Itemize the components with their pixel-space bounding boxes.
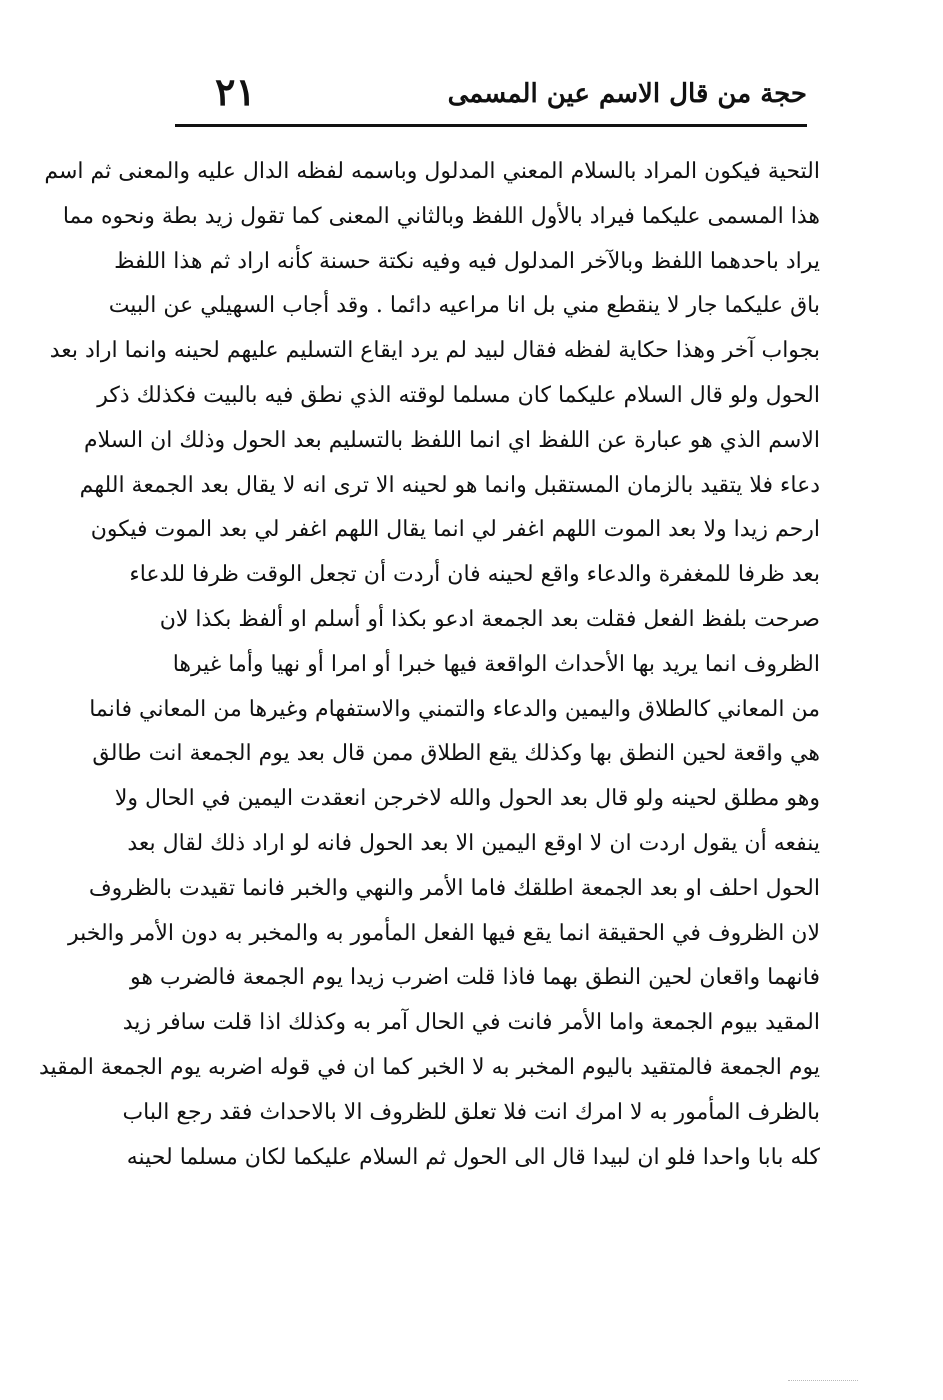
text-line: من المعاني كالطلاق واليمين والدعاء والتمني والاستفهام وغيرها من المعاني فانما xyxy=(89,696,820,722)
running-title: حجة من قال الاسم عين المسمى xyxy=(447,79,807,109)
text-line: يراد باحدهما اللفظ وبالآخر المدلول فيه وفيه نكتة حسنة كأنه اراد ثم هذا اللفظ xyxy=(114,248,820,274)
header-rule xyxy=(175,124,807,127)
text-line: بعد ظرفا للمغفرة والدعاء واقع لحينه فان أردت أن تجعل الوقت ظرفا للدعاء xyxy=(129,562,820,588)
text-line: الحول ولو قال السلام عليكما كان مسلما لوقته الذي نطق فيه بالبيت فكذلك ذكر xyxy=(97,382,820,408)
text-line: كله بابا واحدا فلو ان لبيدا قال الى الحول ثم السلام عليكما لكان مسلما لحينه xyxy=(126,1144,820,1170)
text-line: المقيد بيوم الجمعة واما الأمر فانت في الحال آمر به وكذلك اذا قلت سافر زيد xyxy=(122,1010,820,1036)
text-line: هذا المسمى عليكما فيراد بالأول اللفظ وبالثاني المعنى كما تقول زيد بطة ونحوه مما xyxy=(62,203,820,229)
text-line: فانهما واقعان لحين النطق بهما فاذا قلت اضرب زيدا يوم الجمعة فالضرب هو xyxy=(129,965,820,991)
text-line: الاسم الذي هو عبارة عن اللفظ اي انما اللفظ بالتسليم بعد الحول وذلك ان السلام xyxy=(83,427,820,453)
text-line: ينفعه أن يقول اردت ان لا اوقع اليمين الا بعد الحول فانه لو اراد ذلك لقال بعد xyxy=(127,830,820,856)
page-header xyxy=(175,66,807,128)
scan-artifact xyxy=(788,1380,858,1382)
text-line: باق عليكما جار لا ينقطع مني بل انا مراعيه دائما . وقد أجاب السهيلي عن البيت xyxy=(108,293,820,319)
page-number: ٢١ xyxy=(215,69,256,114)
text-line: لان الظروف في الحقيقة انما يقع فيها الفعل المأمور به والمخبر به دون الأمر والخبر xyxy=(68,920,820,946)
text-line: صرحت بلفظ الفعل فقلت بعد الجمعة ادعو بكذا أو أسلم او ألفظ بكذا لان xyxy=(159,606,820,632)
text-line: بالظرف المأمور به لا امرك انت فلا تعلق للظروف الا بالاحداث فقد رجع الباب xyxy=(122,1099,820,1125)
body-text xyxy=(38,150,820,1180)
text-line: دعاء فلا يتقيد بالزمان المستقبل وانما هو لحينه الا ترى انه لا يقال بعد الجمعة اللهم xyxy=(79,472,820,498)
text-line: يوم الجمعة فالمتقيد باليوم المخبر به لا الخبر كما ان في قوله اضربه يوم الجمعة المقيد xyxy=(38,1054,820,1080)
text-line: الحول احلف او بعد الجمعة اطلقك فاما الأمر والنهي والخبر فانما تقيدت بالظروف xyxy=(88,875,820,901)
text-line: الظروف انما يريد بها الأحداث الواقعة فيها خبرا أو امرا أو نهيا وأما غيرها xyxy=(172,651,820,677)
text-line: التحية فيكون المراد بالسلام المعني المدلول وباسمه لفظه الدال عليه والمعنى ثم اسم xyxy=(44,159,820,184)
text-line: وهو مطلق لحينه ولو قال بعد الحول والله لاخرجن انعقدت اليمين في الحال ولا xyxy=(114,786,820,812)
text-line: هي واقعة لحين النطق بها وكذلك يقع الطلاق ممن قال بعد يوم الجمعة انت طالق xyxy=(92,741,820,767)
text-line: بجواب آخر وهذا حكاية لفظه فقال لبيد لم يرد ايقاع التسليم عليهم لحينه وانما اراد بعد xyxy=(49,338,820,364)
text-line: ارحم زيدا ولا بعد الموت اللهم اغفر لي انما يقال اللهم اغفر لي بعد الموت فيكون xyxy=(90,517,820,543)
